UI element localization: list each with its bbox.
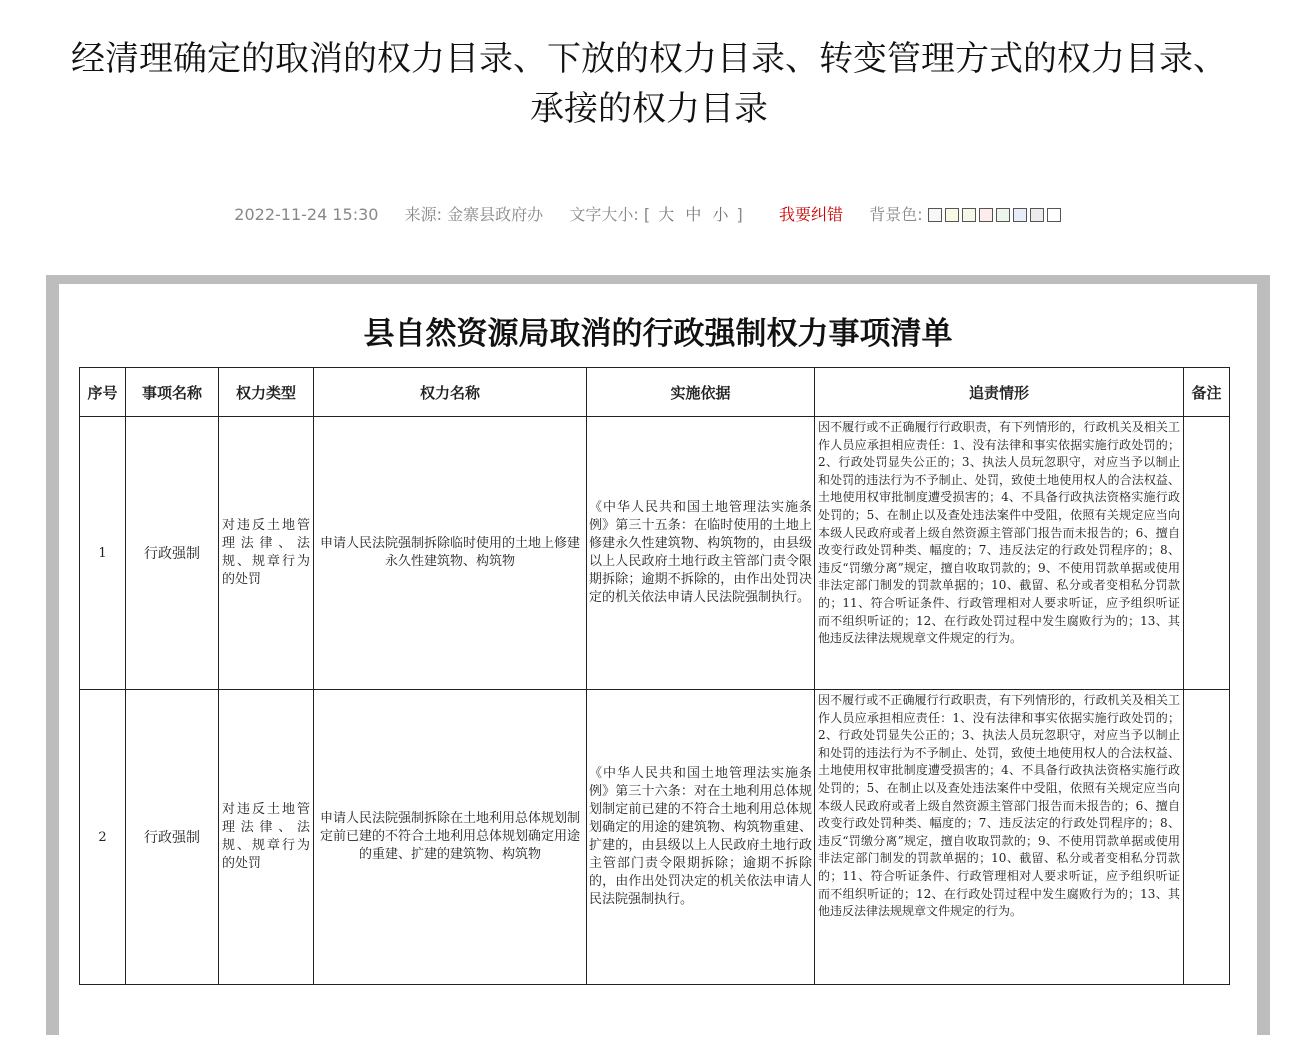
cell-power-name: 申请人民法院强制拆除在土地利用总体规划制定前已建的不符合土地利用总体规划确定用途的重建、扩建的建筑物、构筑物 (314, 690, 587, 985)
publish-datetime: 2022-11-24 15:30 (234, 204, 379, 224)
cell-legal-basis: 《中华人民共和国土地管理法实施条例》第三十六条：对在土地利用总体规划制定前已建的不符合土地利用总体规划确定的用途的建筑物、构筑物重建、扩建的，由县级以上人民政府土地行政主管部门责令限期拆除；逾期不拆除的，由作出处罚决定的机关依法申请人民法院强制执行。 (587, 690, 815, 985)
cell-remarks (1184, 417, 1230, 690)
cell-legal-basis: 《中华人民共和国土地管理法实施条例》第三十五条：在临时使用的土地上修建永久性建筑物、构筑物的，由县级以上人民政府土地行政主管部门责令限期拆除；逾期不拆除的，由作出处罚决定的机关依法申请人民法院强制执行。 (587, 417, 815, 690)
page-title (0, 34, 1298, 134)
source-value: 金寨县政府办 (447, 204, 544, 224)
font-size-label: 文字大小: (569, 204, 639, 224)
document-title: 县自然资源局取消的行政强制权力事项清单 (363, 316, 953, 352)
background-color-swatches (928, 203, 1064, 227)
background-color-swatch[interactable] (1030, 208, 1044, 222)
source-label: 来源: (404, 204, 443, 224)
table-header-row (80, 368, 1230, 417)
header-legal-basis: 实施依据 (587, 368, 815, 417)
page-title-line-1: 经清理确定的取消的权力目录、下放的权力目录、转变管理方式的权力目录、 (71, 39, 1227, 79)
background-color-label: 背景色: (869, 204, 923, 224)
cell-power-name: 申请人民法院强制拆除临时使用的土地上修建永久性建筑物、构筑物 (314, 417, 587, 690)
cell-accountability: 因不履行或不正确履行行政职责，有下列情形的，行政机关及相关工作人员应承担相应责任：1、没有法律和事实依据实施行政处罚的；2、行政处罚显失公正的；3、执法人员玩忽职守，对应当予以制止和处罚的违法行为不予制止、处罚，致使土地使用权人的合法权益、土地使用权审批制度遭受损害的；4、不具备行政执法资格实施行政处罚的；5、在制止以及查处违法案件中受阻，依照有关规定应当向本级人民政府或者上级自然资源主管部门报告而未报告的；6、擅自改变行政处罚种类、幅度的；7、违反法定的行政处罚程序的；8、违反“罚缴分离”规定，擅自收取罚款的；9、不使用罚款单据或使用非法定部门制发的罚款单据的；10、截留、私分或者变相私分罚款的；11、符合听证条件、行政管理相对人要求听证，应予组织听证而不组织听证的；12、在行政处罚过程中发生腐败行为的；13、其他违反法律法规规章文件规定的行为。 (815, 690, 1184, 985)
table-row (80, 417, 1230, 690)
cell-remarks (1184, 690, 1230, 985)
cell-item-name: 行政强制 (126, 417, 219, 690)
background-color-swatch[interactable] (979, 208, 993, 222)
cell-accountability: 因不履行或不正确履行行政职责，有下列情形的，行政机关及相关工作人员应承担相应责任：1、没有法律和事实依据实施行政处罚的；2、行政处罚显失公正的；3、执法人员玩忽职守，对应当予以制止和处罚的违法行为不予制止、处罚，致使土地使用权人的合法权益、土地使用权审批制度遭受损害的；4、不具备行政执法资格实施行政处罚的；5、在制止以及查处违法案件中受阻，依照有关规定应当向本级人民政府或者上级自然资源主管部门报告而未报告的；6、擅自改变行政处罚种类、幅度的；7、违反法定的行政处罚程序的；8、违反“罚缴分离”规定，擅自收取罚款的；9、不使用罚款单据或使用非法定部门制发的罚款单据的；10、截留、私分或者变相私分罚款的；11、符合听证条件、行政管理相对人要求听证，应予组织听证而不组织听证的；12、在行政处罚过程中发生腐败行为的；13、其他违反法律法规规章文件规定的行为。 (815, 417, 1184, 690)
document-image-frame (46, 275, 1270, 1035)
power-items-table (79, 367, 1230, 985)
background-color-swatch[interactable] (996, 208, 1010, 222)
background-color-swatch[interactable] (962, 208, 976, 222)
header-no: 序号 (80, 368, 126, 417)
table-row (80, 690, 1230, 985)
document-sheet (59, 284, 1257, 1044)
cell-power-type: 对违反土地管理法律、法规、规章行为的处罚 (219, 417, 314, 690)
font-size-bracket-close: ] (736, 204, 743, 224)
background-color-swatch[interactable] (945, 208, 959, 222)
cell-no: 2 (80, 690, 126, 985)
cell-no: 1 (80, 417, 126, 690)
header-power-type: 权力类型 (219, 368, 314, 417)
report-error-link[interactable]: 我要纠错 (778, 204, 843, 224)
background-color-swatch[interactable] (1047, 208, 1061, 222)
cell-item-name: 行政强制 (126, 690, 219, 985)
header-remarks: 备注 (1184, 368, 1230, 417)
header-accountability: 追责情形 (815, 368, 1184, 417)
cell-power-type: 对违反土地管理法律、法规、规章行为的处罚 (219, 690, 314, 985)
header-item-name: 事项名称 (126, 368, 219, 417)
font-size-medium-button[interactable]: 中 (685, 204, 702, 224)
background-color-swatch[interactable] (1013, 208, 1027, 222)
article-meta-bar (0, 202, 1298, 227)
font-size-large-button[interactable]: 大 (658, 204, 675, 224)
font-size-small-button[interactable]: 小 (712, 204, 729, 224)
font-size-bracket-open: [ (643, 204, 651, 224)
header-power-name: 权力名称 (314, 368, 587, 417)
background-color-swatch[interactable] (928, 208, 942, 222)
page-title-line-2: 承接的权力目录 (530, 89, 768, 129)
